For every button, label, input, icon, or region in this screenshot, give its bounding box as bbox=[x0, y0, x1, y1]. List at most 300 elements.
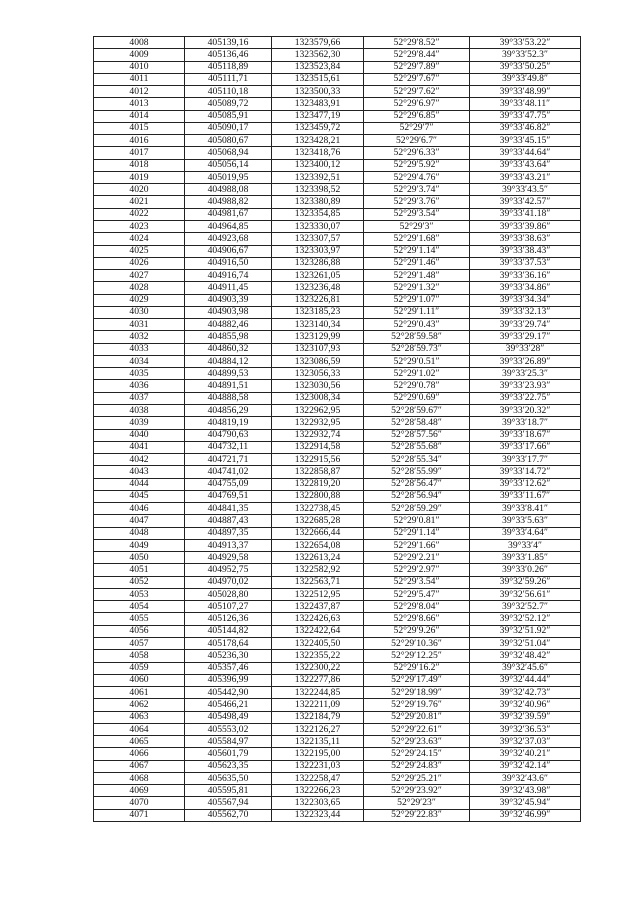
latitude-cell: 52°29′9.26″ bbox=[364, 625, 470, 637]
y-coordinate-cell: 1323307,57 bbox=[272, 233, 364, 245]
x-coordinate-cell: 404860,32 bbox=[185, 343, 272, 355]
x-coordinate-cell: 405562,70 bbox=[185, 809, 272, 821]
longitude-cell: 39°33′0.26″ bbox=[470, 564, 581, 576]
latitude-cell: 52°29′7.89″ bbox=[364, 61, 470, 73]
latitude-cell: 52°28′55.99″ bbox=[364, 466, 470, 478]
y-coordinate-cell: 1322738,45 bbox=[272, 503, 364, 515]
table-row bbox=[94, 110, 581, 122]
point-number-cell: 4018 bbox=[94, 159, 185, 171]
longitude-cell: 39°33′34.86″ bbox=[470, 282, 581, 294]
y-coordinate-cell: 1322613,24 bbox=[272, 552, 364, 564]
table-row bbox=[94, 490, 581, 502]
table-row bbox=[94, 73, 581, 85]
table-row bbox=[94, 564, 581, 576]
x-coordinate-cell: 404913,37 bbox=[185, 539, 272, 551]
latitude-cell: 52°29′5.92″ bbox=[364, 159, 470, 171]
table-row bbox=[94, 576, 581, 588]
point-number-cell: 4071 bbox=[94, 809, 185, 821]
y-coordinate-cell: 1322858,87 bbox=[272, 466, 364, 478]
y-coordinate-cell: 1323400,12 bbox=[272, 159, 364, 171]
table-row bbox=[94, 319, 581, 331]
point-number-cell: 4062 bbox=[94, 699, 185, 711]
latitude-cell: 52°29′20.81″ bbox=[364, 711, 470, 723]
x-coordinate-cell: 404887,43 bbox=[185, 515, 272, 527]
x-coordinate-cell: 404981,67 bbox=[185, 208, 272, 220]
y-coordinate-cell: 1323107,93 bbox=[272, 343, 364, 355]
x-coordinate-cell: 405442,90 bbox=[185, 687, 272, 699]
x-coordinate-cell: 404897,35 bbox=[185, 527, 272, 539]
y-coordinate-cell: 1322135,11 bbox=[272, 736, 364, 748]
table-row bbox=[94, 282, 581, 294]
table-row bbox=[94, 785, 581, 797]
y-coordinate-cell: 1322355,22 bbox=[272, 650, 364, 662]
longitude-cell: 39°33′26.89″ bbox=[470, 355, 581, 367]
y-coordinate-cell: 1322195,00 bbox=[272, 748, 364, 760]
y-coordinate-cell: 1323428,21 bbox=[272, 135, 364, 147]
latitude-cell: 52°29′23.63″ bbox=[364, 736, 470, 748]
longitude-cell: 39°32′42.14″ bbox=[470, 760, 581, 772]
y-coordinate-cell: 1323140,34 bbox=[272, 319, 364, 331]
y-coordinate-cell: 1323398,52 bbox=[272, 184, 364, 196]
latitude-cell: 52°29′1.14″ bbox=[364, 245, 470, 257]
table-row bbox=[94, 270, 581, 282]
latitude-cell: 52°29′0.43″ bbox=[364, 319, 470, 331]
y-coordinate-cell: 1323515,61 bbox=[272, 73, 364, 85]
point-number-cell: 4043 bbox=[94, 466, 185, 478]
longitude-cell: 39°33′29.74″ bbox=[470, 319, 581, 331]
latitude-cell: 52°29′1.46″ bbox=[364, 257, 470, 269]
point-number-cell: 4049 bbox=[94, 539, 185, 551]
longitude-cell: 39°32′40.21″ bbox=[470, 748, 581, 760]
table-row bbox=[94, 466, 581, 478]
x-coordinate-cell: 404916,50 bbox=[185, 257, 272, 269]
table-row bbox=[94, 294, 581, 306]
table-row bbox=[94, 61, 581, 73]
table-row bbox=[94, 613, 581, 625]
longitude-cell: 39°32′45.6″ bbox=[470, 662, 581, 674]
y-coordinate-cell: 1322184,79 bbox=[272, 711, 364, 723]
x-coordinate-cell: 404923,68 bbox=[185, 233, 272, 245]
y-coordinate-cell: 1322819,20 bbox=[272, 478, 364, 490]
longitude-cell: 39°33′20.32″ bbox=[470, 404, 581, 416]
latitude-cell: 52°29′8.66″ bbox=[364, 613, 470, 625]
latitude-cell: 52°29′8.04″ bbox=[364, 601, 470, 613]
x-coordinate-cell: 405089,72 bbox=[185, 98, 272, 110]
longitude-cell: 39°33′45.15″ bbox=[470, 135, 581, 147]
table-row bbox=[94, 220, 581, 232]
point-number-cell: 4039 bbox=[94, 417, 185, 429]
table-row bbox=[94, 699, 581, 711]
x-coordinate-cell: 404964,85 bbox=[185, 220, 272, 232]
y-coordinate-cell: 1322231,03 bbox=[272, 760, 364, 772]
x-coordinate-cell: 405080,67 bbox=[185, 135, 272, 147]
latitude-cell: 52°29′12.25″ bbox=[364, 650, 470, 662]
y-coordinate-cell: 1323330,07 bbox=[272, 220, 364, 232]
latitude-cell: 52°29′17.49″ bbox=[364, 674, 470, 686]
latitude-cell: 52°29′1.14″ bbox=[364, 527, 470, 539]
table-row bbox=[94, 122, 581, 134]
coordinates-table bbox=[93, 36, 581, 822]
longitude-cell: 39°32′43.6″ bbox=[470, 772, 581, 784]
y-coordinate-cell: 1323500,33 bbox=[272, 86, 364, 98]
longitude-cell: 39°33′4″ bbox=[470, 539, 581, 551]
latitude-cell: 52°28′56.94″ bbox=[364, 490, 470, 502]
latitude-cell: 52°29′24.15″ bbox=[364, 748, 470, 760]
longitude-cell: 39°33′48.11″ bbox=[470, 98, 581, 110]
x-coordinate-cell: 405111,71 bbox=[185, 73, 272, 85]
latitude-cell: 52°29′10.36″ bbox=[364, 638, 470, 650]
x-coordinate-cell: 404819,19 bbox=[185, 417, 272, 429]
latitude-cell: 52°28′57.56″ bbox=[364, 429, 470, 441]
point-number-cell: 4031 bbox=[94, 319, 185, 331]
point-number-cell: 4035 bbox=[94, 368, 185, 380]
y-coordinate-cell: 1322685,28 bbox=[272, 515, 364, 527]
y-coordinate-cell: 1322323,44 bbox=[272, 809, 364, 821]
longitude-cell: 39°32′45.94″ bbox=[470, 797, 581, 809]
longitude-cell: 39°32′51.04″ bbox=[470, 638, 581, 650]
y-coordinate-cell: 1322437,87 bbox=[272, 601, 364, 613]
longitude-cell: 39°33′25.3″ bbox=[470, 368, 581, 380]
latitude-cell: 52°28′58.48″ bbox=[364, 417, 470, 429]
longitude-cell: 39°33′18.67″ bbox=[470, 429, 581, 441]
point-number-cell: 4029 bbox=[94, 294, 185, 306]
x-coordinate-cell: 405085,91 bbox=[185, 110, 272, 122]
y-coordinate-cell: 1323086,59 bbox=[272, 355, 364, 367]
point-number-cell: 4055 bbox=[94, 613, 185, 625]
y-coordinate-cell: 1323056,33 bbox=[272, 368, 364, 380]
point-number-cell: 4022 bbox=[94, 208, 185, 220]
table-row bbox=[94, 527, 581, 539]
table-row bbox=[94, 736, 581, 748]
x-coordinate-cell: 404952,75 bbox=[185, 564, 272, 576]
x-coordinate-cell: 404888,58 bbox=[185, 392, 272, 404]
longitude-cell: 39°33′44.64″ bbox=[470, 147, 581, 159]
table-row bbox=[94, 159, 581, 171]
x-coordinate-cell: 404988,82 bbox=[185, 196, 272, 208]
longitude-cell: 39°32′51.92″ bbox=[470, 625, 581, 637]
x-coordinate-cell: 404891,51 bbox=[185, 380, 272, 392]
x-coordinate-cell: 405635,50 bbox=[185, 772, 272, 784]
latitude-cell: 52°29′3.76″ bbox=[364, 196, 470, 208]
x-coordinate-cell: 404732,11 bbox=[185, 441, 272, 453]
latitude-cell: 52°29′6.85″ bbox=[364, 110, 470, 122]
point-number-cell: 4033 bbox=[94, 343, 185, 355]
table-row bbox=[94, 674, 581, 686]
longitude-cell: 39°33′28″ bbox=[470, 343, 581, 355]
point-number-cell: 4027 bbox=[94, 270, 185, 282]
x-coordinate-cell: 405623,35 bbox=[185, 760, 272, 772]
coordinates-table-body bbox=[94, 37, 581, 822]
y-coordinate-cell: 1322563,71 bbox=[272, 576, 364, 588]
y-coordinate-cell: 1323483,91 bbox=[272, 98, 364, 110]
longitude-cell: 39°33′53.22″ bbox=[470, 37, 581, 49]
table-row bbox=[94, 687, 581, 699]
longitude-cell: 39°33′43.21″ bbox=[470, 171, 581, 183]
x-coordinate-cell: 405019,95 bbox=[185, 171, 272, 183]
table-row bbox=[94, 441, 581, 453]
point-number-cell: 4024 bbox=[94, 233, 185, 245]
x-coordinate-cell: 405553,02 bbox=[185, 723, 272, 735]
longitude-cell: 39°33′39.86″ bbox=[470, 220, 581, 232]
point-number-cell: 4063 bbox=[94, 711, 185, 723]
point-number-cell: 4054 bbox=[94, 601, 185, 613]
point-number-cell: 4019 bbox=[94, 171, 185, 183]
y-coordinate-cell: 1323226,81 bbox=[272, 294, 364, 306]
y-coordinate-cell: 1323185,23 bbox=[272, 306, 364, 318]
table-row bbox=[94, 429, 581, 441]
y-coordinate-cell: 1322405,50 bbox=[272, 638, 364, 650]
longitude-cell: 39°33′32.13″ bbox=[470, 306, 581, 318]
longitude-cell: 39°32′44.44″ bbox=[470, 674, 581, 686]
latitude-cell: 52°29′7.67″ bbox=[364, 73, 470, 85]
document-page bbox=[93, 36, 580, 822]
latitude-cell: 52°29′5.47″ bbox=[364, 588, 470, 600]
x-coordinate-cell: 404841,35 bbox=[185, 503, 272, 515]
x-coordinate-cell: 404903,39 bbox=[185, 294, 272, 306]
y-coordinate-cell: 1322303,65 bbox=[272, 797, 364, 809]
latitude-cell: 52°29′22.61″ bbox=[364, 723, 470, 735]
y-coordinate-cell: 1323030,56 bbox=[272, 380, 364, 392]
point-number-cell: 4053 bbox=[94, 588, 185, 600]
x-coordinate-cell: 405466,21 bbox=[185, 699, 272, 711]
latitude-cell: 52°28′59.67″ bbox=[364, 404, 470, 416]
latitude-cell: 52°28′59.73″ bbox=[364, 343, 470, 355]
y-coordinate-cell: 1322244,85 bbox=[272, 687, 364, 699]
point-number-cell: 4059 bbox=[94, 662, 185, 674]
point-number-cell: 4012 bbox=[94, 86, 185, 98]
point-number-cell: 4070 bbox=[94, 797, 185, 809]
x-coordinate-cell: 404911,45 bbox=[185, 282, 272, 294]
latitude-cell: 52°29′0.69″ bbox=[364, 392, 470, 404]
x-coordinate-cell: 405357,46 bbox=[185, 662, 272, 674]
longitude-cell: 39°33′48.99″ bbox=[470, 86, 581, 98]
latitude-cell: 52°29′6.97″ bbox=[364, 98, 470, 110]
longitude-cell: 39°33′29.17″ bbox=[470, 331, 581, 343]
y-coordinate-cell: 1323354,85 bbox=[272, 208, 364, 220]
x-coordinate-cell: 405136,46 bbox=[185, 49, 272, 61]
table-row bbox=[94, 723, 581, 735]
longitude-cell: 39°33′5.63″ bbox=[470, 515, 581, 527]
latitude-cell: 52°29′8.44″ bbox=[364, 49, 470, 61]
table-row bbox=[94, 49, 581, 61]
point-number-cell: 4040 bbox=[94, 429, 185, 441]
longitude-cell: 39°32′59.26″ bbox=[470, 576, 581, 588]
table-row bbox=[94, 748, 581, 760]
y-coordinate-cell: 1322914,58 bbox=[272, 441, 364, 453]
point-number-cell: 4042 bbox=[94, 454, 185, 466]
table-row bbox=[94, 392, 581, 404]
point-number-cell: 4058 bbox=[94, 650, 185, 662]
x-coordinate-cell: 404769,51 bbox=[185, 490, 272, 502]
y-coordinate-cell: 1322666,44 bbox=[272, 527, 364, 539]
table-row bbox=[94, 417, 581, 429]
table-row bbox=[94, 454, 581, 466]
longitude-cell: 39°33′42.57″ bbox=[470, 196, 581, 208]
x-coordinate-cell: 405178,64 bbox=[185, 638, 272, 650]
latitude-cell: 52°29′6.33″ bbox=[364, 147, 470, 159]
x-coordinate-cell: 404855,98 bbox=[185, 331, 272, 343]
x-coordinate-cell: 404741,02 bbox=[185, 466, 272, 478]
table-row bbox=[94, 625, 581, 637]
latitude-cell: 52°28′55.34″ bbox=[364, 454, 470, 466]
point-number-cell: 4038 bbox=[94, 404, 185, 416]
x-coordinate-cell: 404884,12 bbox=[185, 355, 272, 367]
longitude-cell: 39°33′41.18″ bbox=[470, 208, 581, 220]
x-coordinate-cell: 404988,08 bbox=[185, 184, 272, 196]
table-row bbox=[94, 135, 581, 147]
y-coordinate-cell: 1322211,09 bbox=[272, 699, 364, 711]
point-number-cell: 4050 bbox=[94, 552, 185, 564]
longitude-cell: 39°33′12.62″ bbox=[470, 478, 581, 490]
latitude-cell: 52°29′1.11″ bbox=[364, 306, 470, 318]
point-number-cell: 4023 bbox=[94, 220, 185, 232]
latitude-cell: 52°29′1.48″ bbox=[364, 270, 470, 282]
point-number-cell: 4016 bbox=[94, 135, 185, 147]
table-row bbox=[94, 809, 581, 821]
longitude-cell: 39°32′40.96″ bbox=[470, 699, 581, 711]
longitude-cell: 39°33′18.7″ bbox=[470, 417, 581, 429]
longitude-cell: 39°33′50.25″ bbox=[470, 61, 581, 73]
y-coordinate-cell: 1323477,19 bbox=[272, 110, 364, 122]
latitude-cell: 52°29′1.66″ bbox=[364, 539, 470, 551]
x-coordinate-cell: 404790,63 bbox=[185, 429, 272, 441]
longitude-cell: 39°33′38.43″ bbox=[470, 245, 581, 257]
y-coordinate-cell: 1322915,56 bbox=[272, 454, 364, 466]
point-number-cell: 4021 bbox=[94, 196, 185, 208]
table-row bbox=[94, 331, 581, 343]
y-coordinate-cell: 1323303,97 bbox=[272, 245, 364, 257]
y-coordinate-cell: 1323286,88 bbox=[272, 257, 364, 269]
latitude-cell: 52°29′3.54″ bbox=[364, 208, 470, 220]
point-number-cell: 4056 bbox=[94, 625, 185, 637]
table-row bbox=[94, 711, 581, 723]
longitude-cell: 39°33′43.5″ bbox=[470, 184, 581, 196]
table-row bbox=[94, 478, 581, 490]
longitude-cell: 39°33′14.72″ bbox=[470, 466, 581, 478]
table-row bbox=[94, 86, 581, 98]
latitude-cell: 52°29′23.92″ bbox=[364, 785, 470, 797]
x-coordinate-cell: 405118,89 bbox=[185, 61, 272, 73]
y-coordinate-cell: 1323459,72 bbox=[272, 122, 364, 134]
y-coordinate-cell: 1323392,51 bbox=[272, 171, 364, 183]
longitude-cell: 39°33′36.16″ bbox=[470, 270, 581, 282]
latitude-cell: 52°29′3.54″ bbox=[364, 576, 470, 588]
longitude-cell: 39°33′34.34″ bbox=[470, 294, 581, 306]
table-row bbox=[94, 588, 581, 600]
table-row bbox=[94, 208, 581, 220]
latitude-cell: 52°29′1.07″ bbox=[364, 294, 470, 306]
latitude-cell: 52°29′24.83″ bbox=[364, 760, 470, 772]
y-coordinate-cell: 1322654,08 bbox=[272, 539, 364, 551]
point-number-cell: 4047 bbox=[94, 515, 185, 527]
longitude-cell: 39°32′52.12″ bbox=[470, 613, 581, 625]
x-coordinate-cell: 405595,81 bbox=[185, 785, 272, 797]
point-number-cell: 4069 bbox=[94, 785, 185, 797]
point-number-cell: 4008 bbox=[94, 37, 185, 49]
table-row bbox=[94, 306, 581, 318]
latitude-cell: 52°28′56.47″ bbox=[364, 478, 470, 490]
table-row bbox=[94, 760, 581, 772]
x-coordinate-cell: 404916,74 bbox=[185, 270, 272, 282]
latitude-cell: 52°29′0.81″ bbox=[364, 515, 470, 527]
y-coordinate-cell: 1323008,34 bbox=[272, 392, 364, 404]
x-coordinate-cell: 404929,58 bbox=[185, 552, 272, 564]
latitude-cell: 52°29′7.62″ bbox=[364, 86, 470, 98]
longitude-cell: 39°33′17.7″ bbox=[470, 454, 581, 466]
longitude-cell: 39°33′37.53″ bbox=[470, 257, 581, 269]
x-coordinate-cell: 404856,29 bbox=[185, 404, 272, 416]
latitude-cell: 52°29′16.2″ bbox=[364, 662, 470, 674]
longitude-cell: 39°33′17.66″ bbox=[470, 441, 581, 453]
x-coordinate-cell: 405126,36 bbox=[185, 613, 272, 625]
point-number-cell: 4045 bbox=[94, 490, 185, 502]
table-row bbox=[94, 171, 581, 183]
point-number-cell: 4057 bbox=[94, 638, 185, 650]
latitude-cell: 52°29′1.68″ bbox=[364, 233, 470, 245]
table-row bbox=[94, 98, 581, 110]
table-row bbox=[94, 380, 581, 392]
y-coordinate-cell: 1322800,88 bbox=[272, 490, 364, 502]
longitude-cell: 39°33′49.8″ bbox=[470, 73, 581, 85]
y-coordinate-cell: 1322126,27 bbox=[272, 723, 364, 735]
point-number-cell: 4064 bbox=[94, 723, 185, 735]
longitude-cell: 39°33′22.75″ bbox=[470, 392, 581, 404]
x-coordinate-cell: 405236,30 bbox=[185, 650, 272, 662]
longitude-cell: 39°32′39.59″ bbox=[470, 711, 581, 723]
x-coordinate-cell: 405090,17 bbox=[185, 122, 272, 134]
x-coordinate-cell: 404755,09 bbox=[185, 478, 272, 490]
table-row bbox=[94, 503, 581, 515]
latitude-cell: 52°29′6.7″ bbox=[364, 135, 470, 147]
point-number-cell: 4013 bbox=[94, 98, 185, 110]
x-coordinate-cell: 405601,79 bbox=[185, 748, 272, 760]
y-coordinate-cell: 1323129,99 bbox=[272, 331, 364, 343]
x-coordinate-cell: 405567,94 bbox=[185, 797, 272, 809]
point-number-cell: 4066 bbox=[94, 748, 185, 760]
point-number-cell: 4015 bbox=[94, 122, 185, 134]
point-number-cell: 4065 bbox=[94, 736, 185, 748]
table-row bbox=[94, 343, 581, 355]
x-coordinate-cell: 405107,27 bbox=[185, 601, 272, 613]
y-coordinate-cell: 1323562,30 bbox=[272, 49, 364, 61]
longitude-cell: 39°33′47.75″ bbox=[470, 110, 581, 122]
table-row bbox=[94, 601, 581, 613]
point-number-cell: 4011 bbox=[94, 73, 185, 85]
x-coordinate-cell: 404721,71 bbox=[185, 454, 272, 466]
x-coordinate-cell: 404906,67 bbox=[185, 245, 272, 257]
latitude-cell: 52°29′3″ bbox=[364, 220, 470, 232]
point-number-cell: 4061 bbox=[94, 687, 185, 699]
latitude-cell: 52°29′1.32″ bbox=[364, 282, 470, 294]
point-number-cell: 4028 bbox=[94, 282, 185, 294]
y-coordinate-cell: 1322932,74 bbox=[272, 429, 364, 441]
latitude-cell: 52°28′59.58″ bbox=[364, 331, 470, 343]
latitude-cell: 52°29′22.83″ bbox=[364, 809, 470, 821]
longitude-cell: 39°33′4.64″ bbox=[470, 527, 581, 539]
point-number-cell: 4037 bbox=[94, 392, 185, 404]
y-coordinate-cell: 1322266,23 bbox=[272, 785, 364, 797]
x-coordinate-cell: 405144,82 bbox=[185, 625, 272, 637]
y-coordinate-cell: 1323380,89 bbox=[272, 196, 364, 208]
latitude-cell: 52°29′1.02″ bbox=[364, 368, 470, 380]
longitude-cell: 39°33′11.67″ bbox=[470, 490, 581, 502]
y-coordinate-cell: 1322512,95 bbox=[272, 588, 364, 600]
y-coordinate-cell: 1322277,86 bbox=[272, 674, 364, 686]
point-number-cell: 4051 bbox=[94, 564, 185, 576]
point-number-cell: 4030 bbox=[94, 306, 185, 318]
x-coordinate-cell: 404882,46 bbox=[185, 319, 272, 331]
point-number-cell: 4052 bbox=[94, 576, 185, 588]
